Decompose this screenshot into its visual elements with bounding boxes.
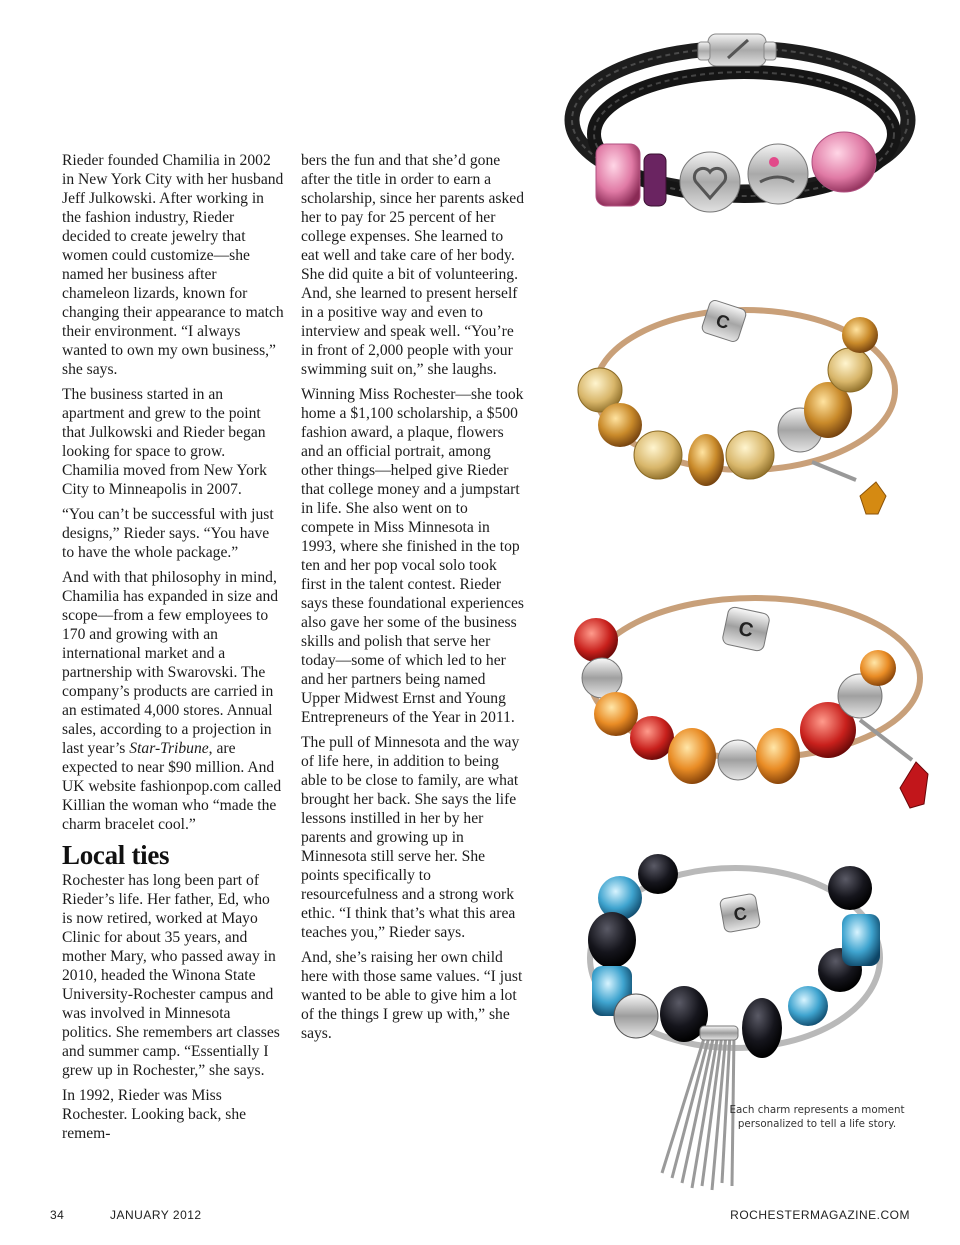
amber-bangle-bracelet-photo: [560, 290, 920, 530]
paragraph: Rieder founded Chamilia in 2002 in New York City with her husband Jeff Julkowski. After working in the fashion industry, Rieder decided to create jewelry that women could customize—she named her business after chameleon lizards, known for changing their appearance to match their environment. “I always wanted to own my own business,” she says.: [62, 152, 284, 378]
photo-caption: Each charm represents a moment personalized to tell a life story.: [729, 1104, 905, 1130]
clasp-letter: C: [713, 310, 733, 334]
publication-name: Star-Tribune: [129, 740, 209, 757]
paragraph-text: , are expected to near $90 million. And UK website fashionpop.com called Killian the woman who “made the charm bracelet cool.”: [62, 740, 282, 833]
paragraph-text: And with that philosophy in mind, Chamilia has expanded in size and scope—from a few employees to 170 and growing with an international market and a partnership with Swarovski. The company’s products are carried in an estimated 4,000 stores. Annual sales, according to a projection in last year’s: [62, 569, 279, 757]
paragraph: Rochester has long been part of Rieder’s life. Her father, Ed, who is now retired, worked at Mayo Clinic for about 35 years, and mother Mary, who passed away in 2010, headed the Winona State University-Rochester campus and was involved in Minnesota politics. She remembers art classes and summer camp. “Essentially I grew up in Rochester,” she says.: [62, 872, 280, 1079]
paragraph: The business started in an apartment and grew to the point that Julkowski and Rieder began looking for space to grow. Chamilia moved from New York City to Minneapolis in 2007.: [62, 386, 267, 498]
paragraph: In 1992, Rieder was Miss Rochester. Looking back, she remem-: [62, 1087, 247, 1142]
paragraph: “You can’t be successful with just designs,” Rieder says. “You have to have the whole package.”: [62, 506, 274, 561]
paragraph: [62, 568, 284, 834]
clasp-letter: C: [732, 903, 749, 925]
paragraph: And, she’s raising her own child here with those same values. “I just wanted to be able to give him a lot of the things I grew up with,” she says.: [301, 949, 523, 1042]
blue-black-tassel-bracelet-photo: [560, 848, 900, 1208]
red-orange-bangle-bracelet-photo: [560, 578, 950, 833]
page-number: 34: [50, 1208, 65, 1222]
article-column-middle: [301, 151, 524, 1049]
clasp-letter: C: [736, 617, 756, 643]
paragraph: bers the fun and that she’d gone after the title in order to earn a scholarship, since her parents asked her to pay for 25 percent of her college expenses. She learned to eat well and take care of her body. She did quite a bit of volunteering. And, she learned to present herself in a positive way and even to interview and speak well. “You’re in front of 2,000 people with your swimming suit on,” she laughs.: [301, 152, 525, 378]
paragraph: Winning Miss Rochester—she took home a $1,100 scholarship, a $500 fashion award, a plaque, flowers and an official portrait, among other things—helped give Rieder that college money and a jumpstart in life. She also went on to compete in Miss Minnesota in 1993, where she finished in the top ten and her pop vocal solo took first in the talent contest. Rieder says these foundational experiences also gave her some of the business skills and polish that serve her today—some of which led to her and her partners being named Upper Midwest Ernst and Young Entrepreneurs of the Year in 2011.: [301, 386, 524, 726]
issue-date: JANUARY 2012: [110, 1208, 202, 1222]
website: ROCHESTERMAGAZINE.COM: [730, 1208, 910, 1222]
section-heading: Local ties: [62, 840, 170, 870]
article-column-left: [62, 151, 284, 1149]
paragraph: The pull of Minnesota and the way of life here, in addition to being able to be close to family, are what brought her back. She says the life lessons instilled in her by her parents and growing up in Minnesota still serve her. She points specifically to resourcefulness and a strong work ethic. “I think that’s what this area teaches you,” Rieder says.: [301, 734, 520, 941]
black-leather-bracelet-photo: [560, 22, 920, 252]
